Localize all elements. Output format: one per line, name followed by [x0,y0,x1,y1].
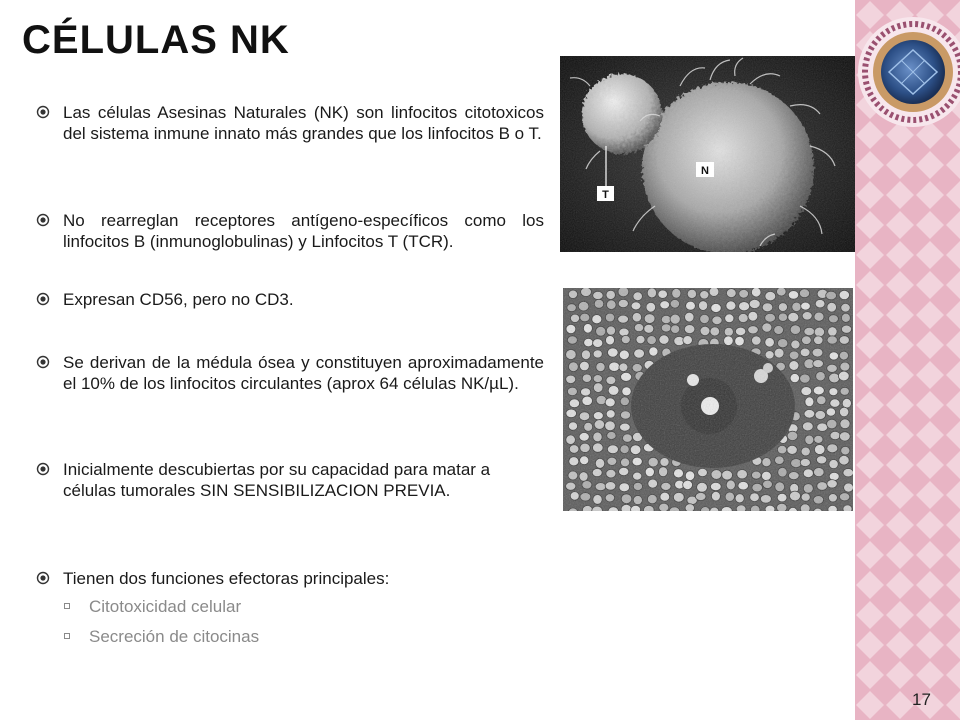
sub-bullet-item [64,626,259,647]
bullet-circle-icon [36,571,50,585]
bullet-item [36,459,516,501]
bullet-text: Expresan CD56, pero no CD3. [63,290,294,309]
square-bullet-icon [64,633,70,639]
bullet-item [36,102,544,144]
decorative-side-band [855,0,960,720]
square-bullet-icon [64,603,70,609]
sub-bullet-text: Citotoxicidad celular [89,597,242,616]
bullet-text: Se derivan de la médula ósea y constituyen aproximadamente el 10% de los linfocitos circulantes (aprox 64 células NK/µL). [63,353,544,393]
bullet-item [36,210,544,252]
bullet-circle-icon [36,355,50,369]
slide-title: CÉLULAS NK [22,18,290,62]
bullet-circle-icon [36,292,50,306]
page-number: 17 [912,690,931,709]
sub-bullet-item [64,596,241,617]
nk-t-cell-micrograph [560,56,855,252]
nk-lysis-micrograph [563,288,853,511]
bullet-item [36,289,544,310]
nk-cell-label: N [701,165,709,177]
bullet-text: Tienen dos funciones efectoras principales: [63,569,390,588]
bullet-circle-icon [36,462,50,476]
bullet-circle-icon [36,105,50,119]
t-cell-label: T [602,189,609,201]
bullet-item [36,352,544,394]
bullet-circle-icon [36,213,50,227]
bullet-item [36,568,544,589]
sub-bullet-text: Secreción de citocinas [89,627,260,646]
bullet-text: Inicialmente descubiertas por su capacidad para matar a células tumorales SIN SENSIBILIZACION PREVIA. [63,460,491,500]
bullet-text: Las células Asesinas Naturales (NK) son linfocitos citotoxicos del sistema inmune innato más grandes que los linfocitos B o T. [63,103,544,143]
bullet-text: No rearreglan receptores antígeno-específicos como los linfocitos B (inmunoglobulinas) y Linfocitos T (TCR). [63,211,544,251]
